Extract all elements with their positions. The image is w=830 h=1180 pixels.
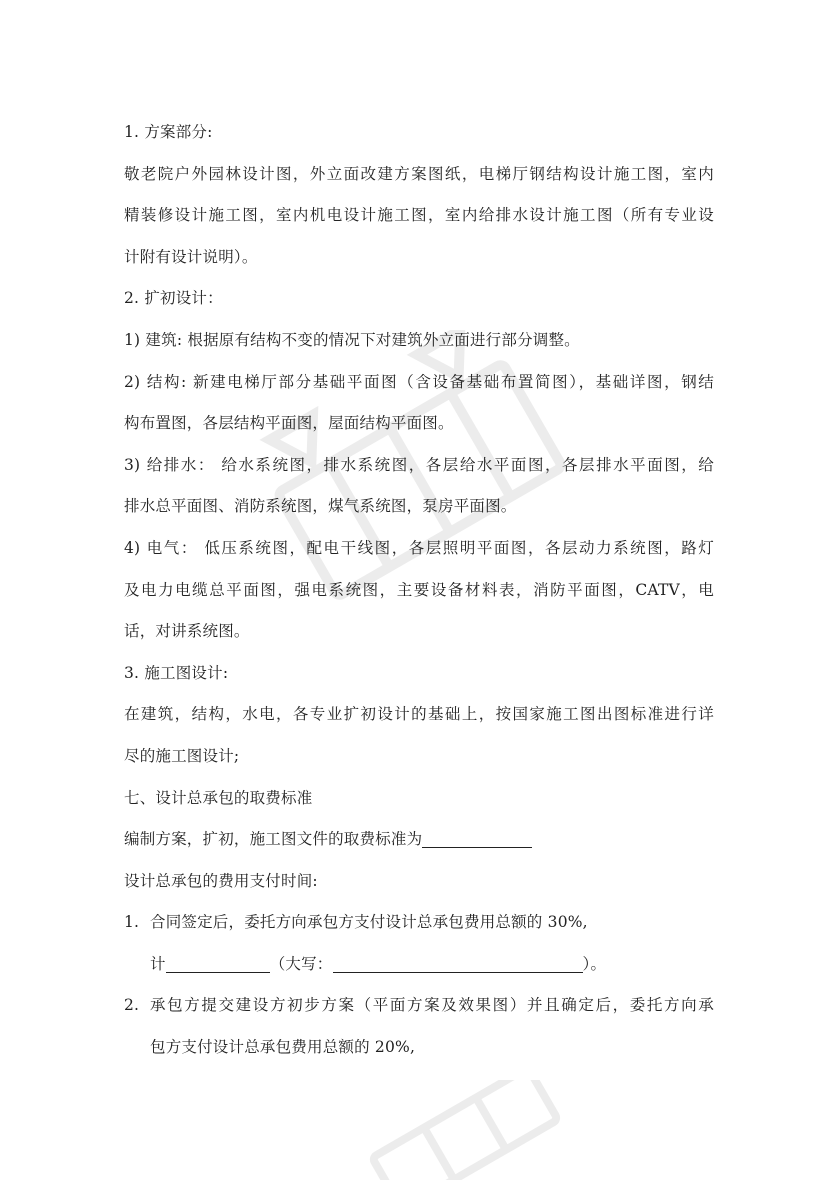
paragraph-line: 构布置图，各层结构平面图，屋面结构平面图。 (124, 414, 454, 433)
paragraph-line: 1) 建筑: 根据原有结构不变的情况下对建筑外立面进行部分调整。 (124, 330, 580, 349)
paragraph-line: 尽的施工图设计; (124, 746, 240, 765)
section-heading-scheme: 1. 方案部分: (124, 123, 213, 141)
item-number: 2. (124, 996, 140, 1015)
paragraph-line: 3) 给排水： 给水系统图，排水系统图，各层给水平面图，各层排水平面图，给 (124, 455, 714, 474)
paragraph-line: 精装修设计施工图，室内机电设计施工图，室内给排水设计施工图（所有专业设 (124, 206, 714, 225)
amount-label: 计 (150, 954, 166, 973)
item-text: 合同签定后，委托方向承包方支付设计总承包费用总额的 30%, (150, 913, 588, 932)
watermark-logo-icon (350, 1080, 570, 1180)
payment-item-1-amount-line (124, 944, 714, 986)
uppercase-amount-blank[interactable] (333, 954, 583, 973)
paragraph-line: 话，对讲系统图。 (124, 622, 250, 641)
paragraph-line: 计附有设计说明）。 (124, 247, 258, 266)
paragraph-line: 包方支付设计总承包费用总额的 20%, (150, 1038, 416, 1057)
closing-paren: ）。 (582, 954, 607, 973)
paragraph-line: 设计总承包的费用支付时间: (124, 871, 318, 890)
item-number: 1. (124, 913, 140, 932)
fee-standard-blank[interactable] (422, 829, 532, 848)
item-text: 承包方提交建设方初步方案（平面方案及效果图）并且确定后，委托方向承 (150, 996, 714, 1015)
paragraph-line: 敬老院户外园林设计图，外立面改建方案图纸，电梯厅钢结构设计施工图，室内 (124, 164, 714, 183)
payment-item-1 (124, 902, 714, 944)
paragraph-line: 在建筑，结构，水电，各专业扩初设计的基础上，按国家施工图出图标准进行详 (124, 705, 714, 724)
fee-standard-label: 编制方案，扩初，施工图文件的取费标准为 (124, 830, 423, 849)
section-heading-preliminary: 2. 扩初设计： (124, 289, 223, 308)
paragraph-line: 4) 电气： 低压系统图，配电干线图，各层照明平面图，各层动力系统图，路灯 (124, 538, 714, 557)
fee-standard-line (124, 819, 714, 861)
paragraph-line: 及电力电缆总平面图，强电系统图，主要设备材料表，消防平面图，CATV，电 (124, 580, 714, 599)
uppercase-label: （大写： (269, 954, 333, 973)
paragraph-line: 排水总平面图、消防系统图，煤气系统图，泵房平面图。 (124, 497, 517, 516)
section-heading-construction: 3. 施工图设计: (124, 663, 229, 682)
section-heading-fee-standard: 七、设计总承包的取费标准 (124, 788, 313, 807)
document-body (124, 112, 714, 1069)
payment-item-2 (124, 985, 714, 1027)
paragraph-line: 2) 结构: 新建电梯厅部分基础平面图（含设备基础布置简图），基础详图，钢结 (124, 372, 714, 391)
amount-blank[interactable] (166, 954, 270, 973)
